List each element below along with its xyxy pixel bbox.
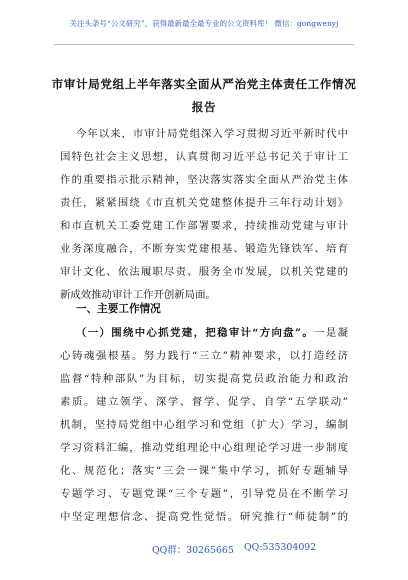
body-line: 中坚定理想信念、提高党性觉悟。研究推行“师徒制”的 (60, 511, 348, 523)
body-line: 机制，坚持局党组中心组学习和党组（扩大）学习，编制 (60, 419, 348, 431)
document-title: 市审计局党组上半年落实全面从严治党主体责任工作情况 (51, 77, 357, 91)
intro-line: 责任，紧紧围绕《市直机关党建整体提升三年行动计划》 (60, 197, 348, 209)
body-line: 学习资料汇编，推动党组理论中心组理论学习进一步制度 (60, 442, 348, 454)
intro-line: 国特色社会主义思想，认真贯彻习近平总书记关于审计工 (60, 151, 348, 163)
intro-line: 审计文化、依法履职尽责、服务全市发展，以机关党建的 (60, 266, 348, 278)
subsection-first-line (76, 324, 348, 342)
body-line: 化、规范化；落实“三会一课”集中学习，抓好专题辅导 (60, 465, 348, 477)
subsection-text: 一是凝 (314, 327, 348, 339)
document-title-continued: 报告 (191, 100, 217, 114)
body-line: 素质。建立领学、深学、督学、促学、自学“五学联动” (60, 396, 348, 408)
body-line: 监督“特种部队”为目标，切实提高党员政治能力和政治 (60, 373, 348, 385)
intro-line: 业务深度融合，不断夯实党建根基、锻造先锋铁军、培育 (60, 243, 348, 255)
intro-line: 今年以来，市审计局党组深入学习贯彻习近平新时代中 (76, 128, 348, 140)
section-heading: 一、主要工作情况 (76, 303, 161, 315)
body-line: 专题学习、专题党课“三个专题”，引导党员在不断学习 (60, 488, 348, 500)
footer-qq-group: QQ群：30265665 (152, 545, 234, 556)
header-divider (54, 44, 354, 45)
subsection-heading: （一）围绕中心抓党建，把稳审计“方向盘”。 (76, 327, 315, 339)
footer-qq-contact: QQ:535304092 (244, 542, 317, 553)
intro-line: 新成效推动审计工作开创新局面。 (60, 289, 216, 301)
intro-line: 作的重要指示批示精神，坚决落实落实全面从严治党主体 (60, 174, 348, 186)
body-line: 心铸魂强根基。努力践行“三立”精神要求，以打造经济 (60, 350, 348, 362)
promo-banner: 关注头条号“公文研究”，获得最新最全最专业的公文资料库！ 微信：gongwenyj (69, 19, 339, 28)
intro-line: 和市直机关工委党建工作部署要求，持续推动党建与审计 (60, 220, 348, 232)
